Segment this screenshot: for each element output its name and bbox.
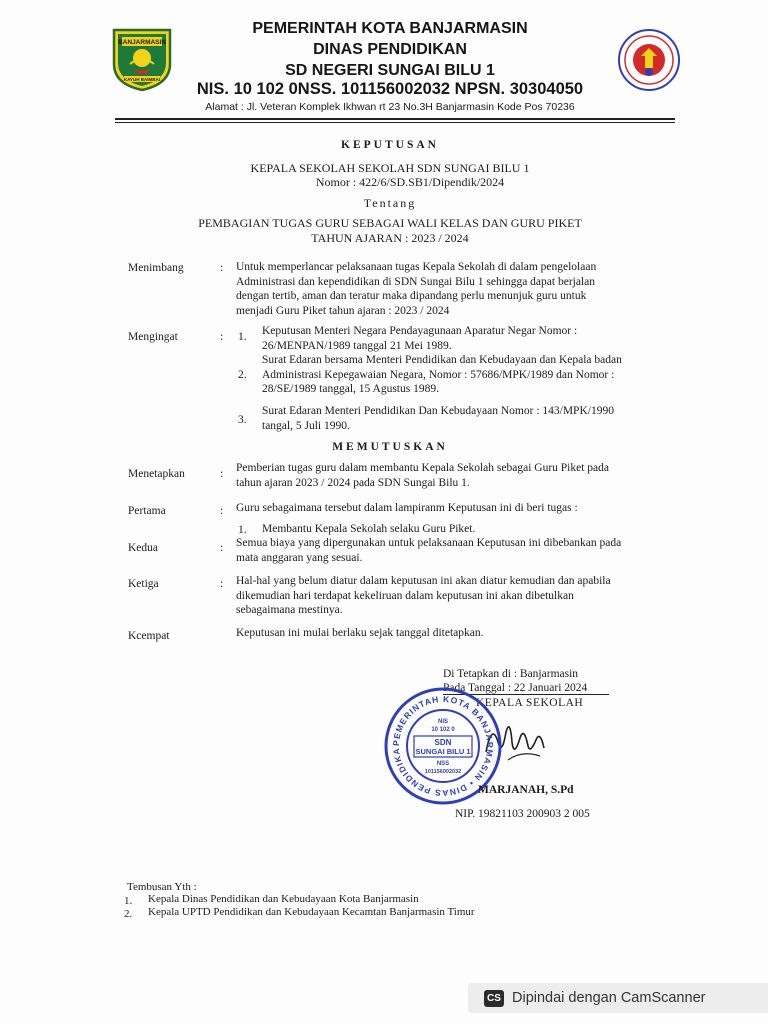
- academic-year: TAHUN AJARAN : 2023 / 2024: [311, 231, 469, 245]
- colon: :: [220, 331, 224, 343]
- text-line: 28/SE/1989 tanggal, 15 Agustus 1989.: [262, 383, 439, 395]
- text-line: dengan tertib, aman dan teratur maka dipandang perlu menunjuk guru untuk: [236, 290, 587, 302]
- text-line: Hal-hal yang belum diatur dalam keputusan ini akan diatur kemudian dan apabila: [236, 575, 611, 587]
- mengingat-item-3: [262, 404, 652, 433]
- text-line: dikemudian hari terdapat kekeliruan dalam keputusan ini akan dibetulkan: [236, 589, 574, 602]
- kedua-label: Kedua: [128, 542, 159, 554]
- mengingat-item-1: [262, 324, 652, 353]
- menetapkan-label: Menetapkan: [128, 468, 185, 480]
- text-line: Surat Edaran Menteri Pendidikan Dan Kebudayaan Nomor : 143/MPK/1990: [262, 405, 614, 417]
- cc-item: Kepala UPTD Pendidikan dan Kebudayaan Kecamtan Banjarmasin Timur: [148, 906, 475, 918]
- pertama-label: Pertama: [128, 505, 166, 517]
- header-government: PEMERINTAH KOTA BANJARMASIN: [252, 20, 528, 37]
- list-number: 3.: [238, 414, 247, 426]
- signatory-nip: NIP. 19821103 200903 2 005: [455, 808, 590, 820]
- header-school: SD NEGERI SUNGAI BILU 1: [285, 62, 495, 79]
- list-number: 1.: [238, 331, 247, 343]
- pertama-text: Guru sebagaimana tersebut dalam lampiranm Keputusan ini di beri tugas :: [236, 502, 578, 514]
- pertama-sub-item: Membantu Kepala Sekolah selaku Guru Piket.: [262, 523, 476, 535]
- text-line: tahun ajaran 2023 / 2024 pada SDN Sungai Bilu 1.: [236, 476, 470, 489]
- text-line: Pemberian tugas guru dalam membantu Kepala Sekolah sebagai Guru Piket pada: [236, 462, 610, 474]
- camscanner-text: Dipindai dengan CamScanner: [512, 990, 706, 1006]
- text-line: menjadi Guru Piket tahun ajaran : 2023 / 2024: [236, 304, 450, 317]
- header-divider-thin: [115, 122, 675, 123]
- stamp-nss: NSS: [436, 761, 450, 767]
- text-line: Administrasi dan kependidikan di SDN Sungai Bilu 1 sehingga dapat berjalan: [236, 275, 595, 288]
- colon: :: [220, 505, 224, 517]
- header-office: DINAS PENDIDIKAN: [313, 41, 467, 58]
- header-identifiers: NIS. 10 102 0NSS. 101156002032 NPSN. 30304050: [196, 80, 584, 98]
- text-line: Semua biaya yang dipergunakan untuk pelaksanaan Keputusan ini dibebankan pada: [236, 537, 622, 549]
- stamp-school-1: SDN: [434, 738, 452, 747]
- text-line: Keputusan Menteri Negara Pendayagunaan Aparatur Negar Nomor :: [262, 325, 578, 337]
- decree-number: Nomor : 422/6/SD.SB1/Dipendik/2024: [315, 175, 505, 189]
- cc-item: Kepala Dinas Pendidikan dan Kebudayaan Kota Banjarmasin: [148, 893, 419, 905]
- keempat-label: Kcempat: [128, 630, 170, 642]
- stamp-nss-value: 101156002032: [424, 769, 462, 775]
- mengingat-item-2: [262, 353, 652, 397]
- signature-role: KEPALA SEKOLAH: [476, 697, 584, 709]
- cc-number: 2.: [124, 908, 133, 920]
- list-number: 1.: [238, 524, 247, 536]
- signatory-name: MARJANAH, S.Pd: [478, 784, 574, 796]
- menetapkan-text: [236, 461, 646, 490]
- signature-place: Di Tetapkan di : Banjarmasin: [443, 668, 579, 680]
- stamp-school-2: SUNGAI BILU 1: [415, 747, 471, 756]
- menimbang-text: [236, 260, 646, 318]
- text-line: mata anggaran yang sesuai.: [236, 551, 363, 564]
- keempat-text: Keputusan ini mulai berlaku sejak tanggal ditetapkan.: [236, 627, 484, 639]
- camscanner-icon: CS: [484, 990, 504, 1007]
- text-line: tangal, 5 Juli 1990.: [262, 419, 350, 432]
- logo-motto: KAYUH BAIMBAI: [123, 77, 161, 82]
- memutuskan-heading: MEMUTUSKAN: [332, 441, 448, 453]
- text-line: 26/MENPAN/1989 tanggal 21 Mei 1989.: [262, 339, 452, 352]
- ketiga-text: [236, 574, 646, 618]
- colon: :: [220, 542, 224, 554]
- colon: :: [220, 468, 224, 480]
- stamp-nis: NIS: [437, 719, 449, 725]
- document-heading: KEPUTUSAN: [341, 139, 439, 151]
- signature-date: Pada Tanggal : 22 Januari 2024: [443, 682, 609, 695]
- text-line: Surat Edaran bersama Menteri Pendidikan dan Kebudayaan dan Kepala badan: [262, 354, 622, 366]
- issuer-line: KEPALA SEKOLAH SEKOLAH SDN SUNGAI BILU 1: [250, 161, 530, 175]
- kedua-text: [236, 536, 646, 565]
- list-number: 2.: [238, 369, 247, 381]
- about-label: Tentang: [363, 196, 417, 210]
- ketiga-label: Ketiga: [128, 578, 159, 590]
- logo-text: BANJARMASIN: [117, 39, 167, 46]
- header-address: Alamat : Jl. Veteran Komplek Ikhwan rt 23 No.3H Banjarmasin Kode Pos 70236: [205, 101, 575, 113]
- header-divider-thick: [115, 118, 675, 120]
- cc-number: 1.: [124, 895, 133, 907]
- mengingat-label: Mengingat: [128, 331, 178, 343]
- text-line: Untuk memperlancar pelaksanaan tugas Kepala Sekolah di dalam pengelolaan: [236, 261, 597, 273]
- text-line: sebagaimana mestinya.: [236, 604, 343, 616]
- colon: :: [220, 262, 224, 274]
- decree-subject: PEMBAGIAN TUGAS GURU SEBAGAI WALI KELAS DAN GURU PIKET: [198, 216, 582, 230]
- stamp-nis-value: 10 102 0: [431, 727, 455, 733]
- cc-title: Tembusan Yth :: [127, 881, 197, 893]
- colon: :: [220, 578, 224, 590]
- menimbang-label: Menimbang: [128, 262, 184, 274]
- camscanner-watermark: [468, 983, 768, 1013]
- stamp-ring-text: PEMERINTAH KOTA BANJARMASIN • DINAS PENDIDIKA: [390, 693, 496, 799]
- text-line: Administrasi Kepegawaian Negara, Nomor : 57686/MPK/1989 dan Nomor :: [262, 368, 615, 381]
